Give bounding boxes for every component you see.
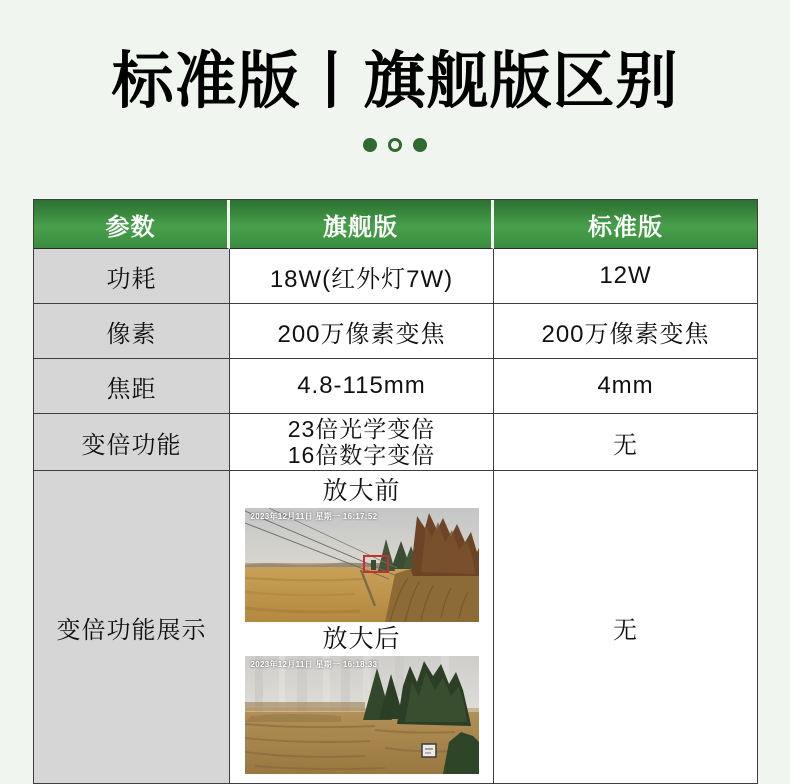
comparison-table [33, 199, 758, 784]
after-zoom-illustration [245, 656, 479, 774]
column-header-standard: 标准版 [494, 200, 758, 249]
row-zoom-label: 变倍功能 [34, 414, 230, 471]
before-zoom-illustration [245, 508, 479, 622]
row-pixels-flagship: 200万像素变焦 [230, 304, 494, 359]
row-demo-label: 变倍功能展示 [34, 471, 230, 784]
after-zoom-label: 放大后 [322, 625, 401, 653]
carousel-dot-3[interactable] [413, 138, 427, 152]
column-header-flagship: 旗舰版 [230, 200, 494, 249]
page-title: 标准版丨旗舰版区别 [111, 47, 679, 116]
row-zoom-standard: 无 [494, 414, 758, 471]
carousel-dot-1[interactable] [363, 138, 377, 152]
carousel-dot-2[interactable] [388, 138, 402, 152]
row-pixels-label: 像素 [34, 304, 230, 359]
row-demo-standard: 无 [494, 471, 758, 784]
zoom-digital-line: 16倍数字变倍 [287, 442, 436, 468]
row-focal-standard: 4mm [494, 359, 758, 414]
before-zoom-label: 放大前 [322, 477, 401, 505]
row-power-label: 功耗 [34, 249, 230, 304]
row-focal-label: 焦距 [34, 359, 230, 414]
after-photo-timestamp: 2023年12月11日 星期一 16:18:33 [250, 660, 378, 669]
zoom-optical-line: 23倍光学变倍 [287, 416, 436, 442]
after-zoom-photo [245, 656, 479, 774]
row-focal-flagship: 4.8-115mm [230, 359, 494, 414]
row-pixels-standard: 200万像素变焦 [494, 304, 758, 359]
row-demo-flagship [230, 471, 494, 784]
column-header-param: 参数 [34, 200, 230, 249]
row-power-flagship: 18W(红外灯7W) [230, 249, 494, 304]
carousel-dots [0, 138, 790, 152]
before-photo-timestamp: 2023年12月11日 星期一 16:17:52 [250, 512, 378, 521]
row-power-standard: 12W [494, 249, 758, 304]
before-zoom-photo [245, 508, 479, 622]
row-zoom-flagship [230, 414, 494, 471]
